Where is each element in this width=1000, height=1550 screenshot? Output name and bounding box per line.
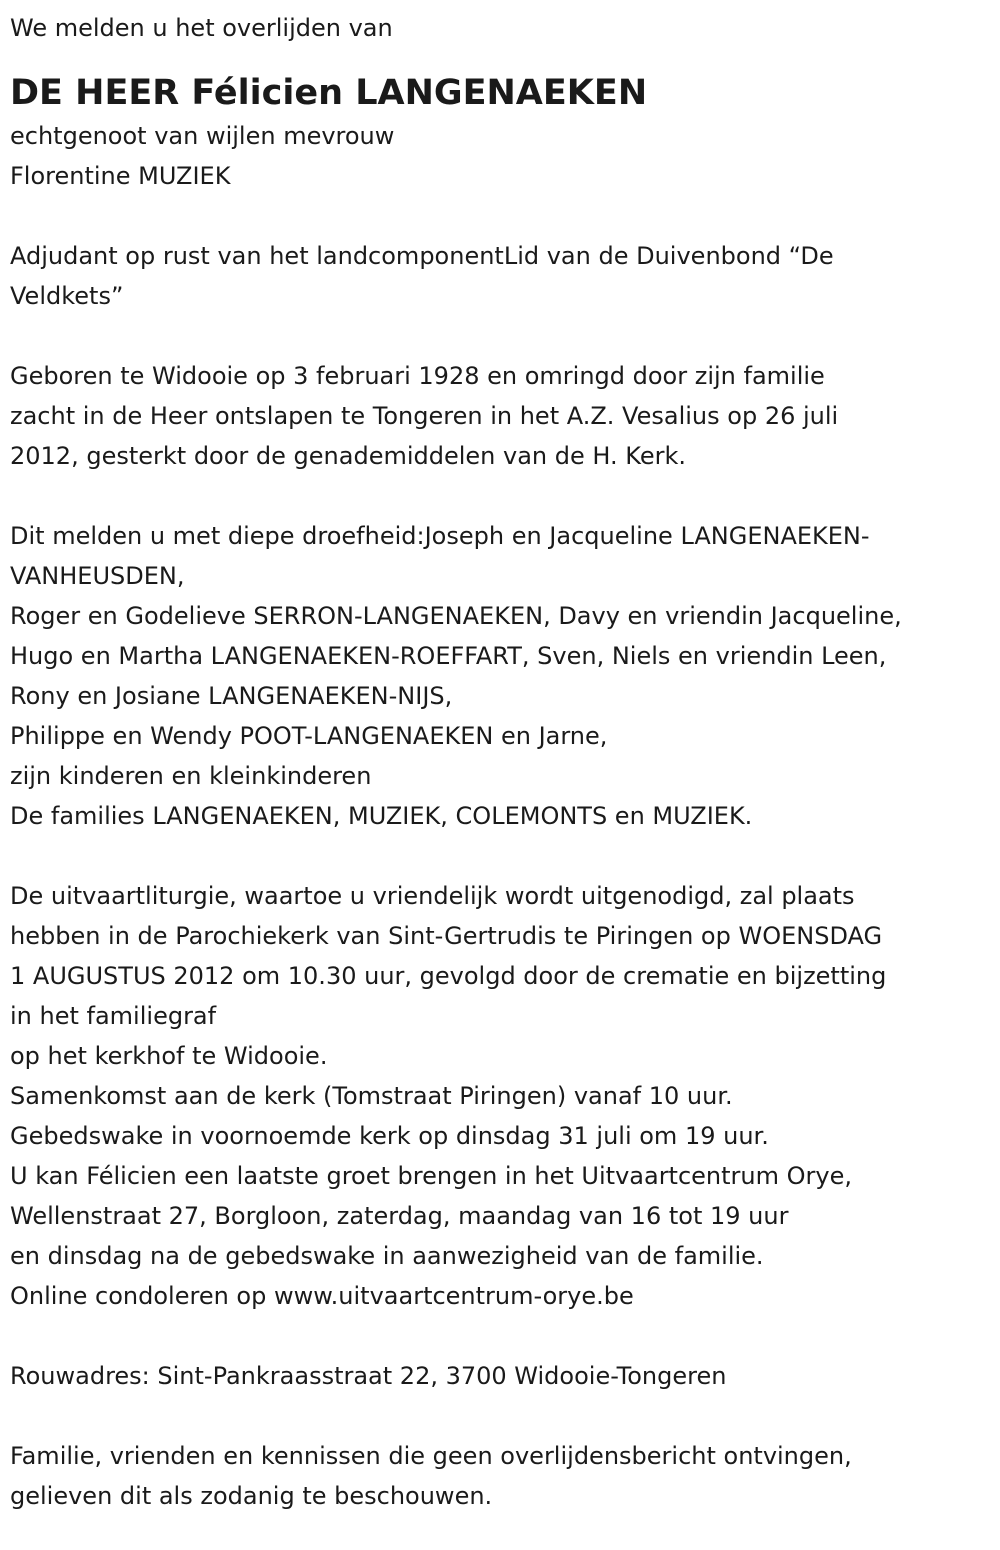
family-line: VANHEUSDEN, bbox=[10, 562, 185, 590]
condolence-url: Online condoleren op www.uitvaartcentrum-orye.be bbox=[10, 1282, 634, 1310]
spacer bbox=[10, 836, 990, 876]
spouse-line: Florentine MUZIEK bbox=[10, 162, 231, 190]
funeral-line: De uitvaartliturgie, waartoe u vriendelijk wordt uitgenodigd, zal plaats bbox=[10, 882, 855, 910]
family-line: Rony en Josiane LANGENAEKEN-NIJS, bbox=[10, 682, 453, 710]
funeral-line: en dinsdag na de gebedswake in aanwezigheid van de familie. bbox=[10, 1242, 764, 1270]
mourning-address: Rouwadres: Sint-Pankraasstraat 22, 3700 Widooie-Tongeren bbox=[10, 1362, 727, 1390]
funeral-block bbox=[10, 876, 990, 1316]
closing-line: gelieven dit als zodanig te beschouwen. bbox=[10, 1482, 493, 1510]
spacer bbox=[10, 1396, 990, 1436]
family-line: Dit melden u met diepe droefheid:Joseph en Jacqueline LANGENAEKEN- bbox=[10, 522, 870, 550]
family-line: Hugo en Martha LANGENAEKEN-ROEFFART, Sven, Niels en vriendin Leen, bbox=[10, 642, 887, 670]
occupation-line: Adjudant op rust van het landcomponentLid van de Duivenbond “De bbox=[10, 242, 834, 270]
family-block bbox=[10, 516, 990, 836]
funeral-line: in het familiegraf bbox=[10, 1002, 217, 1030]
funeral-line: Samenkomst aan de kerk (Tomstraat Piringen) vanaf 10 uur. bbox=[10, 1082, 733, 1110]
funeral-line: 1 AUGUSTUS 2012 om 10.30 uur, gevolgd door de crematie en bijzetting bbox=[10, 962, 887, 990]
family-line: Roger en Godelieve SERRON-LANGENAEKEN, Davy en vriendin Jacqueline, bbox=[10, 602, 902, 630]
intro-text: We melden u het overlijden van bbox=[10, 14, 393, 42]
closing-line: Familie, vrienden en kennissen die geen overlijdensbericht ontvingen, bbox=[10, 1442, 852, 1470]
spacer bbox=[10, 196, 990, 236]
funeral-line: hebben in de Parochiekerk van Sint-Gertrudis te Piringen op WOENSDAG bbox=[10, 922, 883, 950]
family-line: zijn kinderen en kleinkinderen bbox=[10, 762, 372, 790]
spouse-line: echtgenoot van wijlen mevrouw bbox=[10, 122, 395, 150]
birth-death-block bbox=[10, 356, 990, 476]
occupation-line: Veldkets” bbox=[10, 282, 124, 310]
funeral-line: op het kerkhof te Widooie. bbox=[10, 1042, 328, 1070]
spacer bbox=[10, 476, 990, 516]
deceased-name: DE HEER Félicien LANGENAEKEN bbox=[10, 73, 648, 113]
birth-death-line: Geboren te Widooie op 3 februari 1928 en omringd door zijn familie bbox=[10, 362, 825, 390]
spouse-block bbox=[10, 116, 990, 196]
closing-block bbox=[10, 1436, 990, 1516]
spacer bbox=[10, 1316, 990, 1356]
funeral-line: U kan Félicien een laatste groet brengen in het Uitvaartcentrum Orye, bbox=[10, 1162, 852, 1190]
birth-death-line: zacht in de Heer ontslapen te Tongeren in het A.Z. Vesalius op 26 juli bbox=[10, 402, 839, 430]
spacer bbox=[10, 48, 990, 68]
occupation-block bbox=[10, 236, 990, 316]
birth-death-line: 2012, gesterkt door de genademiddelen van de H. Kerk. bbox=[10, 442, 686, 470]
spacer bbox=[10, 316, 990, 356]
funeral-line: Gebedswake in voornoemde kerk op dinsdag 31 juli om 19 uur. bbox=[10, 1122, 769, 1150]
family-line: De families LANGENAEKEN, MUZIEK, COLEMONTS en MUZIEK. bbox=[10, 802, 753, 830]
funeral-line: Wellenstraat 27, Borgloon, zaterdag, maandag van 16 tot 19 uur bbox=[10, 1202, 789, 1230]
family-line: Philippe en Wendy POOT-LANGENAEKEN en Jarne, bbox=[10, 722, 608, 750]
